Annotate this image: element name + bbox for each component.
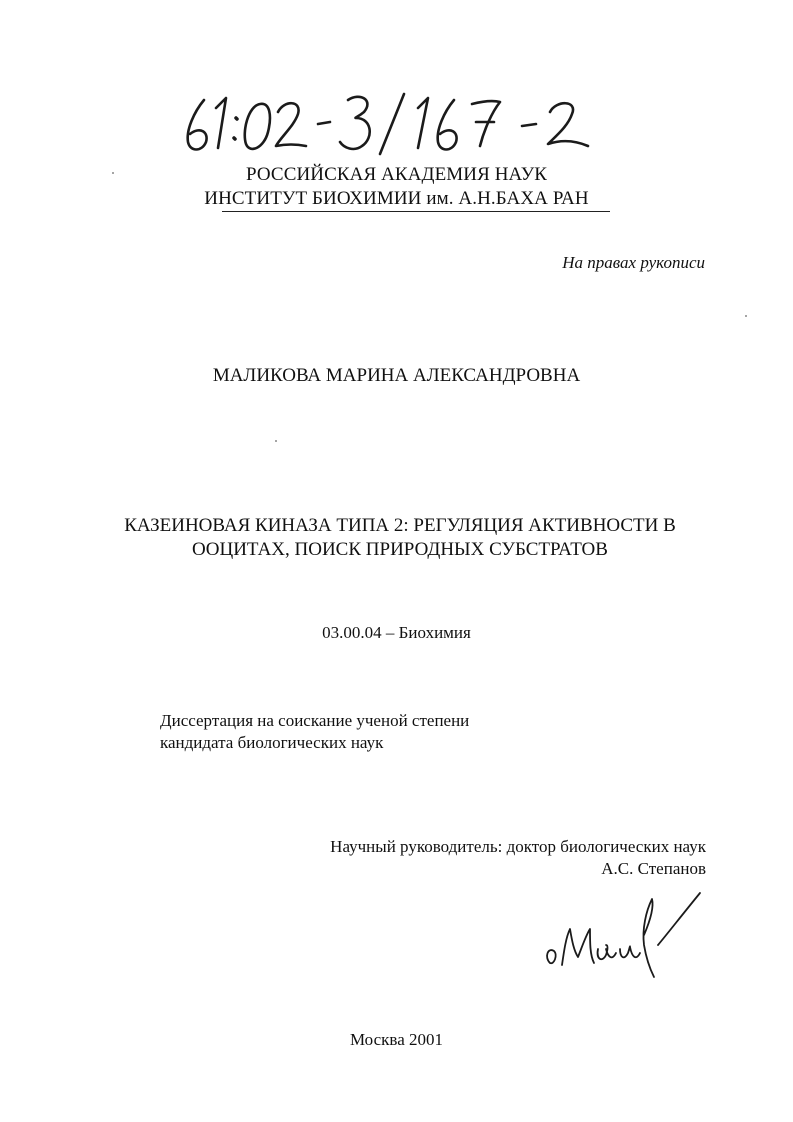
hw-digit-0 (245, 104, 270, 149)
dissertation-line-2: кандидата биологических наук (160, 733, 384, 752)
hw-dash-2 (522, 124, 536, 126)
scan-speck (112, 172, 114, 174)
hw-digit-2 (276, 103, 306, 146)
signature (540, 885, 710, 980)
dissertation-type (160, 710, 469, 754)
organization-name: РОССИЙСКАЯ АКАДЕМИЯ НАУК (245, 164, 548, 185)
hw-digit-3 (340, 97, 370, 149)
supervisor-name: А.С. Степанов (601, 859, 706, 878)
handwritten-archive-number (178, 82, 598, 162)
hw-digit-1b (418, 98, 428, 148)
header-divider (222, 211, 610, 212)
manuscript-note: На правах рукописи (562, 253, 705, 272)
supervisor-block (330, 836, 706, 880)
author-name: МАЛИКОВА МАРИНА АЛЕКСАНДРОВНА (212, 365, 581, 386)
hw-digit-6 (188, 100, 207, 150)
hw-slash (380, 94, 404, 154)
city-year: Москва 2001 (349, 1030, 444, 1049)
specialty-code: 03.00.04 – Биохимия (322, 623, 471, 642)
institute-name: ИНСТИТУТ БИОХИМИИ им. А.Н.БАХА РАН (204, 188, 589, 209)
hw-dash-1 (318, 122, 330, 124)
thesis-title-line-2: ООЦИТАХ, ПОИСК ПРИРОДНЫХ СУБСТРАТОВ (192, 539, 608, 560)
supervisor-title: Научный руководитель: доктор биологических наук (330, 837, 706, 856)
thesis-title (100, 514, 700, 562)
thesis-title-line-1: КАЗЕИНОВАЯ КИНАЗА ТИПА 2: РЕГУЛЯЦИЯ АКТИВНОСТИ В (124, 515, 676, 536)
scan-speck (275, 440, 277, 442)
scan-speck (745, 315, 747, 317)
hw-digit-2b (548, 103, 588, 146)
hw-digit-7 (472, 101, 500, 146)
hw-digit-1 (216, 98, 226, 148)
hw-colon (234, 118, 237, 139)
dissertation-line-1: Диссертация на соискание ученой степени (160, 711, 470, 730)
hw-digit-6b (438, 100, 457, 150)
